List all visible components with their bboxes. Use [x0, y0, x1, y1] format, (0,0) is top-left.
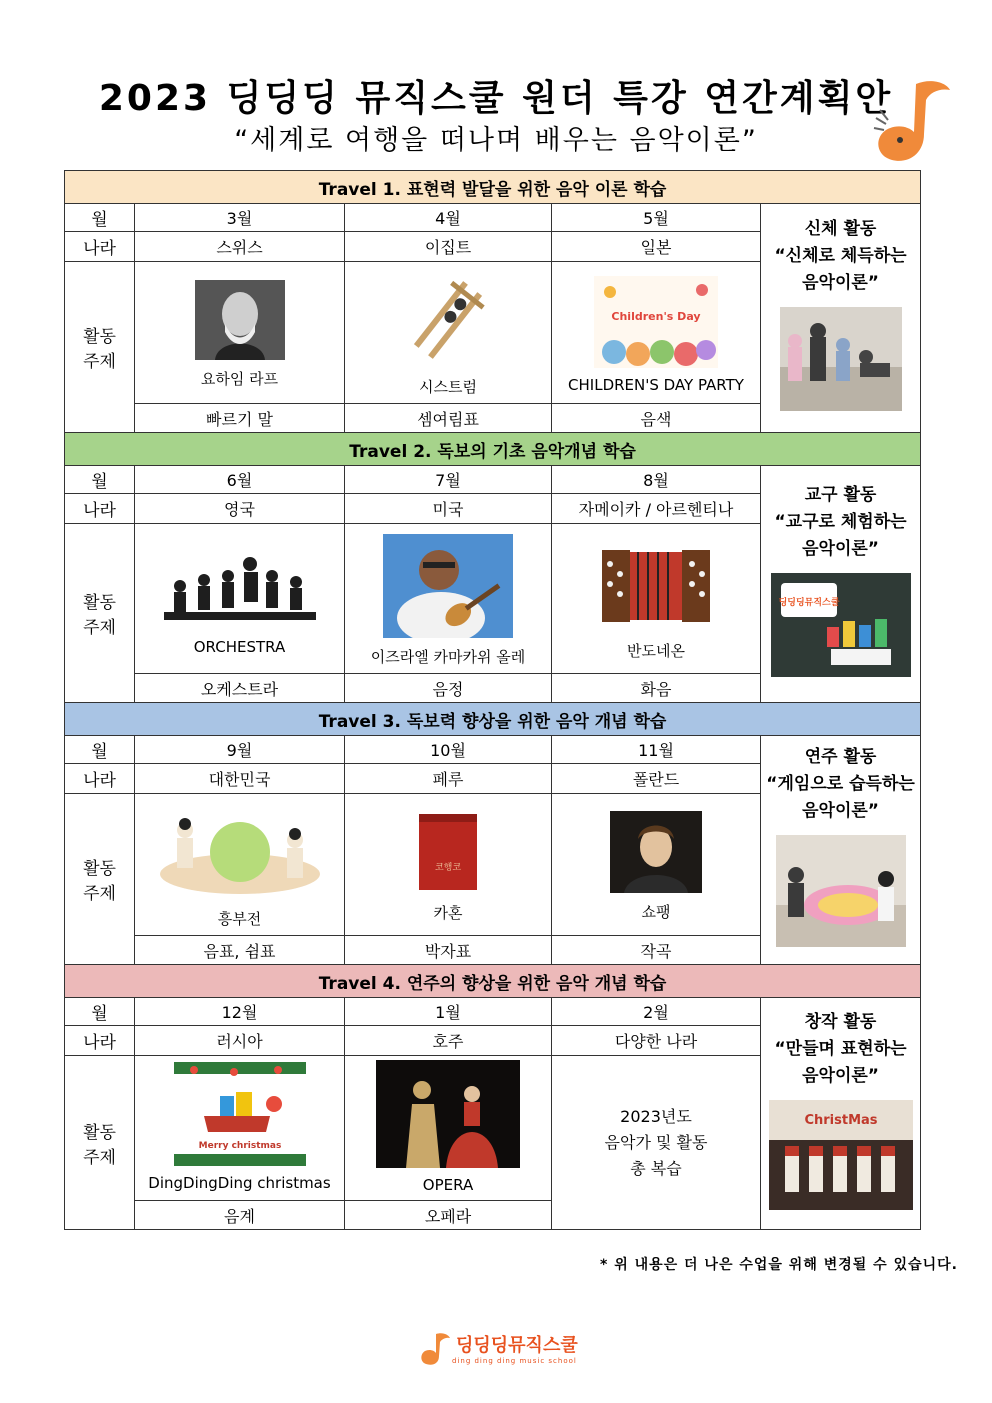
portrait-raff-image: [195, 280, 285, 360]
image-cell: [345, 524, 552, 674]
topic-cell: 화음: [552, 674, 761, 703]
review-cell: [552, 1056, 761, 1230]
month-cell: 5월: [552, 204, 761, 232]
country-cell: 일본: [552, 232, 761, 262]
ukulele-player-image: [383, 534, 513, 638]
image-caption: 카혼: [433, 904, 463, 922]
month-cell: 1월: [345, 998, 552, 1026]
topic-cell: 음표, 쉼표: [135, 936, 345, 965]
topic-cell: 작곡: [552, 936, 761, 965]
review-line: 2023년도: [620, 1106, 692, 1126]
footer-logo-name: 딩딩딩뮤직스쿨: [456, 1335, 578, 1356]
country-cell: 러시아: [135, 1026, 345, 1056]
topic-cell: 오케스트라: [135, 674, 345, 703]
section-1-title: Travel 1. 표현력 발달을 위한 음악 이론 학습: [65, 171, 921, 204]
month-label: 월: [65, 998, 135, 1026]
country-label: 나라: [65, 1026, 135, 1056]
side-activity-4: [761, 998, 921, 1230]
review-line: 총 복습: [630, 1158, 682, 1178]
image-caption: DingDingDing christmas: [148, 1174, 331, 1192]
country-cell: 미국: [345, 494, 552, 524]
country-cell: 페루: [345, 764, 552, 794]
side-activity-3: [761, 736, 921, 965]
image-caption: OPERA: [422, 1176, 474, 1194]
cajon-image: [413, 810, 483, 894]
country-label: 나라: [65, 494, 135, 524]
page-subtitle: “세계로 여행을 떠나며 배우는 음악이론”: [234, 125, 758, 156]
childrens-day-image: [594, 276, 718, 368]
side-activity-title: 창작 활동: [804, 1011, 877, 1032]
image-caption: 이즈라엘 카마카위 올레: [370, 648, 526, 666]
country-cell: 폴란드: [552, 764, 761, 794]
month-cell: 9월: [135, 736, 345, 764]
image-caption: 요하임 라프: [200, 370, 279, 388]
section-4-title: Travel 4. 연주의 향상을 위한 음악 개념 학습: [65, 965, 921, 998]
image-cell: [135, 1056, 345, 1201]
month-cell: 4월: [345, 204, 552, 232]
image-cell: [135, 524, 345, 674]
month-cell: 2월: [552, 998, 761, 1026]
month-cell: 6월: [135, 466, 345, 494]
image-caption: 시스트럼: [419, 378, 477, 396]
side-activity-2: [761, 466, 921, 703]
month-label: 월: [65, 204, 135, 232]
image-caption: 쇼팽: [641, 903, 671, 921]
side-activity-title: 연주 활동: [804, 747, 877, 767]
note-logo-icon: [418, 1330, 452, 1366]
footnote: * 위 내용은 더 나은 수업을 위해 변경될 수 있습니다.: [600, 1257, 958, 1273]
month-cell: 11월: [552, 736, 761, 764]
country-label: 나라: [65, 764, 135, 794]
side-activity-quote: “만들며 표현하는 음악이론”: [774, 1038, 907, 1086]
topic-cell: 빠르기 말: [135, 404, 345, 433]
side-activity-quote: “게임으로 습득하는 음악이론”: [766, 774, 915, 821]
opera-image: [376, 1060, 520, 1168]
country-cell: 자메이카 / 아르헨티나: [552, 494, 761, 524]
christmas-craft-photo: [769, 1100, 913, 1210]
side-activity-quote: “신체로 체득하는 음악이론”: [774, 246, 907, 293]
topic-cell: 오페라: [345, 1201, 552, 1230]
activity-label: 활동 주제: [65, 794, 135, 965]
review-line: 음악가 및 활동: [604, 1132, 708, 1152]
merry-christmas-text: Merry christmas: [198, 1141, 281, 1151]
chopin-portrait-image: [610, 811, 702, 893]
side-activity-1: [761, 204, 921, 433]
month-cell: 10월: [345, 736, 552, 764]
topic-cell: 셈여림표: [345, 404, 552, 433]
country-cell: 다양한 나라: [552, 1026, 761, 1056]
christmas-sleigh-image: [174, 1062, 306, 1166]
activity-label: 활동 주제: [65, 262, 135, 433]
topic-cell: 음계: [135, 1201, 345, 1230]
month-label: 월: [65, 736, 135, 764]
month-cell: 3월: [135, 204, 345, 232]
footer-logo: [418, 1330, 578, 1366]
bandoneon-image: [594, 540, 718, 632]
image-cell: [345, 1056, 552, 1201]
topic-cell: 박자표: [345, 936, 552, 965]
tools-logo-text: 딩딩딩뮤직스쿨: [778, 598, 839, 608]
teaching-tools-photo: [771, 573, 911, 677]
topic-cell: 음색: [552, 404, 761, 433]
country-cell: 호주: [345, 1026, 552, 1056]
game-activity-photo: [776, 835, 906, 947]
page-title: 2023 딩딩딩 뮤직스쿨 원더 특강 연간계획안: [98, 78, 894, 119]
month-cell: 8월: [552, 466, 761, 494]
image-cell: [345, 262, 552, 404]
childrens-day-text: Children's Day: [611, 309, 701, 323]
christmas-banner-text: ChristMas: [804, 1112, 878, 1128]
country-cell: 영국: [135, 494, 345, 524]
image-caption: ORCHESTRA: [193, 637, 286, 656]
sistrum-image: [398, 272, 498, 368]
month-label: 월: [65, 466, 135, 494]
section-3-title: Travel 3. 독보력 향상을 위한 음악 개념 학습: [65, 703, 921, 736]
image-caption: 흥부전: [217, 910, 262, 928]
topic-cell: 음정: [345, 674, 552, 703]
side-activity-quote: “교구로 체험하는 음악이론”: [774, 512, 907, 559]
image-cell: [135, 794, 345, 936]
side-activity-title: 교구 활동: [804, 485, 877, 505]
month-cell: 12월: [135, 998, 345, 1026]
note-mascot-icon: [870, 74, 954, 166]
side-activity-title: 신체 활동: [804, 219, 877, 239]
kids-activity-photo: [780, 307, 902, 411]
activity-label: 활동 주제: [65, 1056, 135, 1230]
image-caption: 반도네온: [627, 642, 685, 660]
heungbujeon-image: [155, 804, 325, 900]
image-cell: [345, 794, 552, 936]
image-cell: [552, 524, 761, 674]
cajon-text: 코행코: [434, 863, 462, 873]
country-label: 나라: [65, 232, 135, 262]
country-cell: 대한민국: [135, 764, 345, 794]
month-cell: 7월: [345, 466, 552, 494]
image-cell: [552, 262, 761, 404]
image-cell: [552, 794, 761, 936]
image-caption: CHILDREN'S DAY PARTY: [568, 375, 744, 394]
country-cell: 이집트: [345, 232, 552, 262]
orchestra-image: [160, 546, 320, 630]
country-cell: 스위스: [135, 232, 345, 262]
image-cell: [135, 262, 345, 404]
section-2-title: Travel 2. 독보의 기초 음악개념 학습: [65, 433, 921, 466]
annual-plan-table: [64, 170, 921, 1230]
activity-label: 활동 주제: [65, 524, 135, 703]
footer-logo-sub: ding ding ding music school: [452, 1357, 577, 1365]
